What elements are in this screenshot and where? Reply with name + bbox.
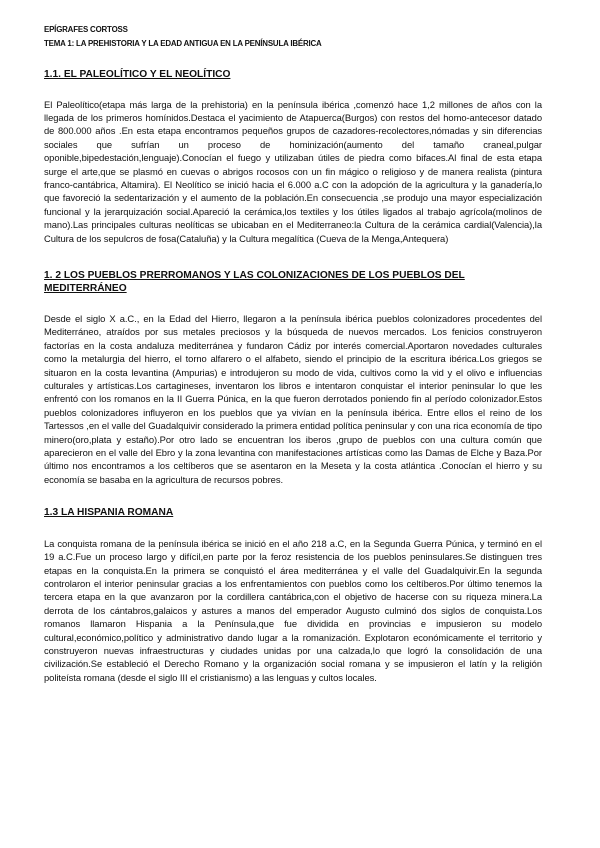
section-title-pueblos-prerromanos: 1. 2 LOS PUEBLOS PRERROMANOS Y LAS COLONIZACIONES DE LOS PUEBLOS DEL MEDITERRÁNEO [44, 269, 465, 295]
section-title-paleolitico: 1.1. EL PALEOLÍTICO Y EL NEOLÍTICO [44, 69, 231, 80]
section-body-paleolitico: El Paleolítico(etapa más larga de la prehistoria) en la península ibérica ,comenzó hace 1,2 millones de años con la llegada de los primeros homínidos.Destaca el yacimiento de Atapuerca(Burgos) con restos del homo-antecesor datado de 800.000 años .En esta etapa encontramos pequeños grupos de cazadores-recolectores,nómadas y sin diferencias sociales que sufrían un proceso de hominización(aumento del tamaño craneal,pulgar oponible,bipedestación,lenguaje).Conocían el fuego y utilizaban útiles de piedra como bifaces.Al final de esta etapa surge el arte,que se plasmó en cuevas o abrigos rocosos con un fin mágico o religioso y de manera realista (pintura franco-cantábrica, Altamira). El Neolítico se inició hacia el 6.000 a.C con la adopción de la agricultura y la ganadería,lo que favoreció la sedentarización y el aumento de la población.En consecuencia ,se produjo una mayor especialización funcional y la jerarquización social.Apareció la cerámica,los textiles y los útiles ligados al trabajo agrícola(molinos de mano).Las principales culturas neolíticas se ubicaban en el Mediterraneo:la Cultura de la cerámica cardial(Valencia),la Cultura de los sepulcros de fosa(Cataluña) y la Cultura megalítica (Cueva de la Menga,Antequera) [44, 98, 542, 244]
section-body-pueblos-prerromanos: Desde el siglo X a.C., en la Edad del Hierro, llegaron a la península ibérica pueblos colonizadores procedentes del Mediterráneo, atraídos por sus metales preciosos y la búsqueda de nuevos mercados. Los fenicios construyeron factorías en la costa andaluza mediterránea y fundaron Cádiz por interés comercial.Aportaron novedades culturales como la metalurgia del hierro, el torno alfarero o el alfabeto, siendo el principio de la escritura ibérica.Los griegos se situaron en la costa levantina (Ampurias) e introdujeron su modo de vida, cultivos como la vid y el olivo e influencias culturales y artísticas.Los cartagineses, inventaron los libros e intentaron conquistar el interior peninsular lo que les enfrentó con los romanos en la II Guerra Púnica, en la que fueron derrotados poniendo fin al período colonizador.Estos pueblos colonizadores influyeron en los pueblos que ya vivían en la península ibérica. Entre ellos el reino de los Tartessos ,en el valle del Guadalquivir considerado la primera entidad política peninsular y con una rica economía de tipo minero(oro,plata y estaño).Por otro lado se encuentran los iberos ,grupo de pueblos con una cultura común que aparecieron en el valle del Ebro y la zona levantina con manifestaciones artísticas como las Damas de Elche y Baza.Por último nos encontramos a los celtíberos que se asentaron en la Meseta y la costa atlántica .Conocían el hierro y su economía se basaba en la agricultura de recursos pobres. [44, 312, 542, 485]
section-body-hispania-romana: La conquista romana de la península ibérica se inició en el año 218 a.C, en la Segunda Guerra Púnica, y terminó en el 19 a.C.Fue un proceso largo y difícil,en parte por la feroz resistencia de los pueblos peninsulares.Se distinguen tres etapas en la conquista.En la primera se conquistó el área mediterránea y el valle del Guadalquivir.En la segunda controlaron el interior peninsular gracias a los enfrentamientos con pueblos como los celtíberos.Por último tenemos la tercera etapa en la que avanzaron por la cordillera cantábrica,con el objetivo de hacerse con su riqueza minera.La derrota de los cántabros,galaicos y astures a manos del emperador Augusto culminó dos siglos de conquista.Los romanos llamaron Hispania a la Península,que fue dividida en provincias e impusieron su modelo cultural,económico,político y administrativo dando lugar a la romanización. Explotaron económicamente el territorio y construyeron nuevas infraestructuras y ciudades unidas por una calzada,lo que logró la consolidación de una civilización.Se estableció el Derecho Romano y la organización social romana y se impusieron el latín y la religión politeísta romana (desde el siglo III el cristianismo) a las lenguas y cultos locales. [44, 537, 542, 683]
section-title-hispania-romana: 1.3 LA HISPANIA ROMANA [44, 507, 174, 519]
document-topic-title: TEMA 1: LA PREHISTORIA Y LA EDAD ANTIGUA EN LA PENÍNSULA IBÉRICA [44, 38, 322, 48]
document-header-label: EPÍGRAFES CORTOSS [44, 24, 128, 34]
